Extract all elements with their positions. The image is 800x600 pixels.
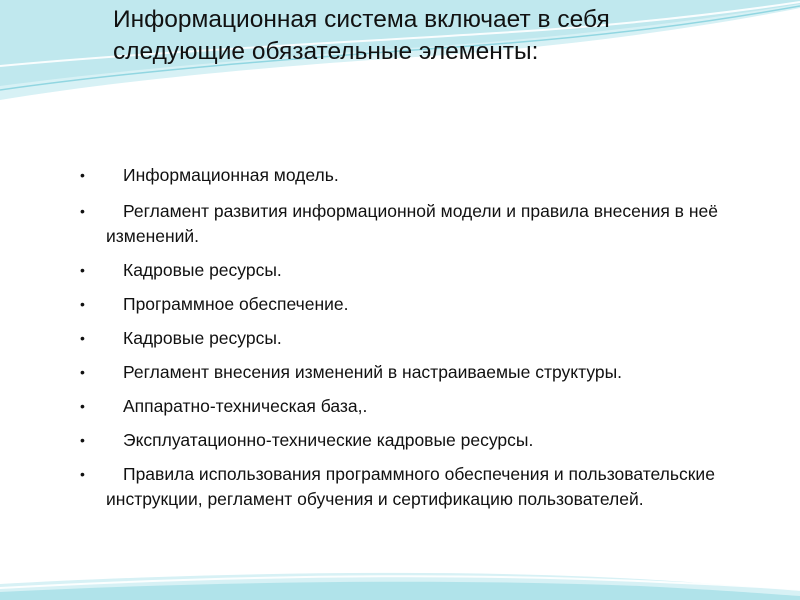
- list-item: [76, 163, 776, 188]
- bullet-icon: •: [80, 364, 85, 380]
- bullet-icon: •: [80, 330, 85, 346]
- bullet-list: [76, 163, 776, 512]
- list-item-text: Регламент развития информационной модели и правила внесения в неё изменений.: [106, 201, 718, 246]
- list-item: [76, 258, 776, 283]
- bullet-icon: •: [80, 432, 85, 448]
- list-item-text: Информационная модель.: [123, 165, 339, 185]
- bullet-icon: •: [80, 296, 85, 312]
- list-item: [76, 394, 776, 419]
- bullet-icon: •: [80, 466, 85, 482]
- list-item-text: Регламент внесения изменений в настраиваемые структуры.: [123, 362, 623, 382]
- footer-wave-decoration: [0, 560, 800, 600]
- bullet-icon: •: [80, 167, 85, 183]
- list-item: [76, 326, 776, 351]
- slide-title: [113, 4, 773, 68]
- list-item: [76, 292, 776, 317]
- list-item-text: Кадровые ресурсы.: [123, 260, 282, 280]
- list-item: [76, 462, 776, 512]
- list-item: [76, 428, 776, 453]
- list-item: [76, 199, 776, 249]
- bullet-icon: •: [80, 262, 85, 278]
- title-line-1: Информационная система включает в себя: [113, 6, 610, 33]
- list-item-text: Программное обеспечение.: [123, 294, 349, 314]
- bullet-icon: •: [80, 203, 85, 219]
- bullet-icon: •: [80, 398, 85, 414]
- list-item-text: Правила использования программного обеспечения и пользовательские инструкции, регламент обучения и сертификацию пользователей.: [106, 464, 715, 509]
- list-item-text: Эксплуатационно-технические кадровые ресурсы.: [123, 430, 534, 450]
- list-item-text: Кадровые ресурсы.: [123, 328, 282, 348]
- list-item-text: Аппаратно-техническая база,.: [123, 396, 368, 416]
- title-line-2: следующие обязательные элементы:: [113, 38, 539, 65]
- list-item: [76, 360, 776, 385]
